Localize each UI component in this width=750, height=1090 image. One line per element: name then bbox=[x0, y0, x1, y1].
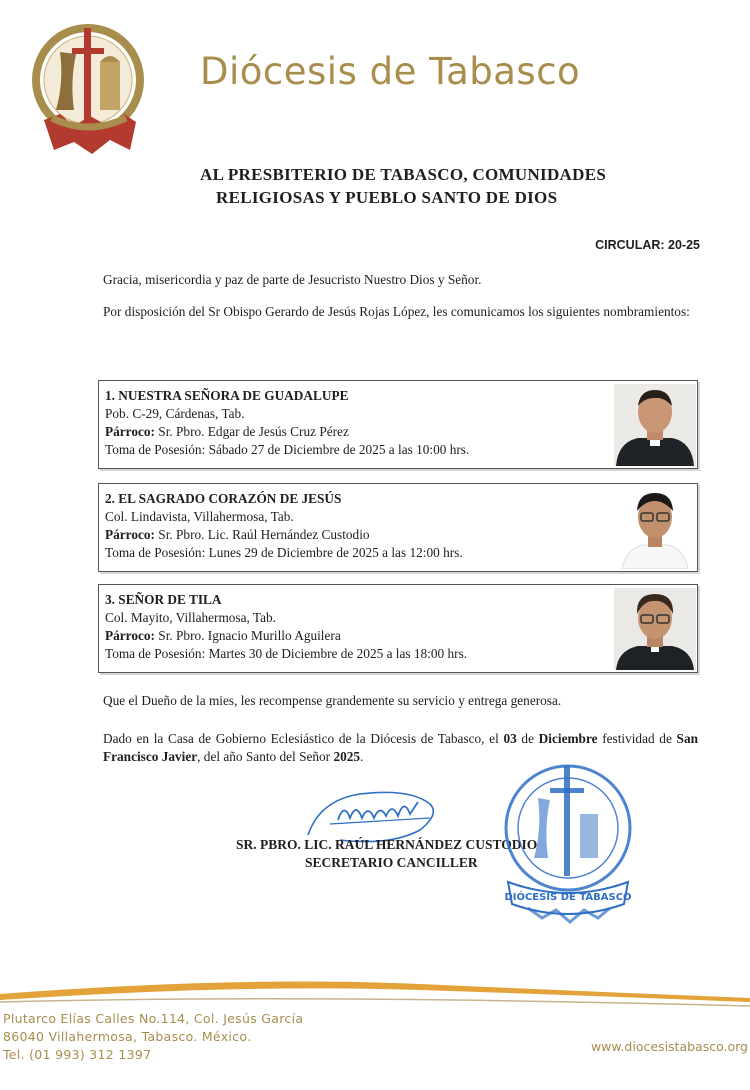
given-month: Diciembre bbox=[538, 731, 598, 746]
signer-block bbox=[236, 836, 537, 872]
priest-photo bbox=[614, 384, 696, 466]
signer-role: SECRETARIO CANCILLER bbox=[305, 855, 478, 870]
signer-name: SR. PBRO. LIC. RAÚL HERNÁNDEZ CUSTODIO bbox=[236, 837, 538, 852]
addressee-line-1: AL PRESBITERIO DE TABASCO, COMUNIDADES bbox=[200, 165, 607, 184]
addressee-line-2: RELIGIOSAS Y PUEBLO SANTO DE DIOS bbox=[216, 188, 558, 207]
addressee-heading bbox=[200, 163, 606, 209]
address-line-1: Plutarco Elías Calles No.114, Col. Jesús García bbox=[3, 1011, 304, 1026]
appointment-card bbox=[98, 483, 698, 572]
given-year: 2025 bbox=[333, 749, 361, 764]
parish-address: Pob. C-29, Cárdenas, Tab. bbox=[105, 406, 245, 421]
website-link[interactable]: www.diocesistabasco.org bbox=[590, 1039, 748, 1054]
pastor-label: Párroco: bbox=[105, 527, 155, 542]
intro-paragraph: Por disposición del Sr Obispo Gerardo de Jesús Rojas López, les comunicamos los siguientes nombramientos: bbox=[103, 304, 690, 319]
given-text: . bbox=[360, 749, 364, 764]
seal-text: DIÓCESIS DE TABASCO bbox=[504, 892, 632, 903]
given-text: de bbox=[516, 731, 539, 746]
diocese-emblem-icon bbox=[30, 22, 148, 162]
address-line-2: 86040 Villahermosa, Tabasco. México. bbox=[3, 1029, 252, 1044]
parish-name: 3. SEÑOR DE TILA bbox=[105, 592, 222, 607]
pastor-line bbox=[105, 627, 467, 645]
closing-paragraph: Que el Dueño de la mies, les recompense grandemente su servicio y entrega generosa. bbox=[103, 693, 562, 708]
given-text: Dado en la Casa de Gobierno Eclesiástico de la Diócesis de Tabasco, el bbox=[103, 731, 504, 746]
parish-address: Col. Mayito, Villahermosa, Tab. bbox=[105, 610, 276, 625]
ceremony-line: Toma de Posesión: Martes 30 de Diciembre de 2025 a las 18:00 hrs. bbox=[105, 646, 468, 661]
pastor-name: Sr. Pbro. Edgar de Jesús Cruz Pérez bbox=[154, 424, 349, 439]
pastor-name: Sr. Pbro. Ignacio Murillo Aguilera bbox=[154, 628, 341, 643]
circular-number: CIRCULAR: 20-25 bbox=[595, 238, 700, 252]
ceremony-line: Toma de Posesión: Sábado 27 de Diciembre de 2025 a las 10:00 hrs. bbox=[105, 442, 470, 457]
parish-address: Col. Lindavista, Villahermosa, Tab. bbox=[105, 509, 294, 524]
footer-swoosh bbox=[0, 968, 750, 1016]
given-feast: San Francisco Javier bbox=[103, 731, 698, 764]
given-text: festividad de bbox=[597, 731, 677, 746]
footer-address bbox=[3, 1010, 303, 1064]
parish-name: 2. EL SAGRADO CORAZÓN DE JESÚS bbox=[105, 491, 342, 506]
greeting-paragraph: Gracia, misericordia y paz de parte de Jesucristo Nuestro Dios y Señor. bbox=[103, 272, 482, 287]
given-text: , del año Santo del Señor bbox=[197, 749, 334, 764]
curia-seal-icon bbox=[498, 758, 638, 928]
ceremony-line: Toma de Posesión: Lunes 29 de Diciembre de 2025 a las 12:00 hrs. bbox=[105, 545, 463, 560]
priest-photo bbox=[614, 588, 696, 670]
priest-photo bbox=[614, 487, 696, 569]
pastor-label: Párroco: bbox=[105, 628, 155, 643]
given-day: 03 bbox=[503, 731, 517, 746]
phone-number: Tel. (01 993) 312 1397 bbox=[3, 1047, 152, 1062]
pastor-label: Párroco: bbox=[105, 424, 155, 439]
pastor-line bbox=[105, 526, 463, 544]
organization-title: Diócesis de Tabasco bbox=[200, 50, 581, 93]
pastor-name: Sr. Pbro. Lic. Raúl Hernández Custodio bbox=[154, 527, 370, 542]
pastor-line bbox=[105, 423, 469, 441]
appointment-card bbox=[98, 380, 698, 469]
appointment-card bbox=[98, 584, 698, 673]
parish-name: 1. NUESTRA SEÑORA DE GUADALUPE bbox=[105, 388, 349, 403]
